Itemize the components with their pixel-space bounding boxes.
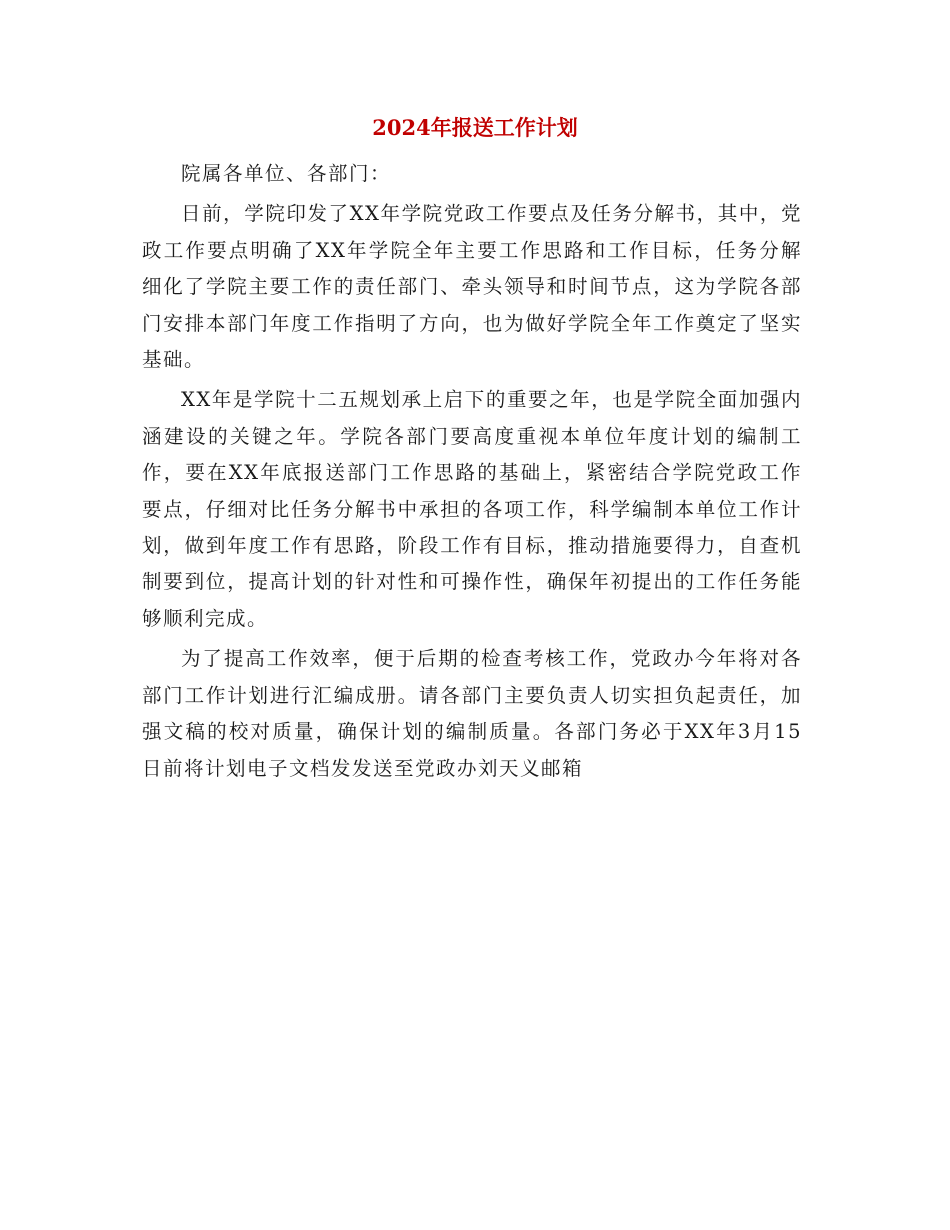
document-body xyxy=(142,156,802,787)
document-title: 2024年报送工作计划 xyxy=(372,115,578,140)
paragraph-1: 日前，学院印发了XX年学院党政工作要点及任务分解书，其中，党政工作要点明确了XX年学院全年主要工作思路和工作目标，任务分解细化了学院主要工作的责任部门、牵头领导和时间节点，这为学院各部门安排本部门年度工作指明了方向，也为做好学院全年工作奠定了坚实基础。 xyxy=(142,202,802,372)
paragraph-2: XX年是学院十二五规划承上启下的重要之年，也是学院全面加强内涵建设的关键之年。学院各部门要高度重视本单位年度计划的编制工作，要在XX年底报送部门工作思路的基础上，紧密结合学院党政工作要点，仔细对比任务分解书中承担的各项工作，科学编制本单位工作计划，做到年度工作有思路，阶段工作有目标，推动措施要得力，自查机制要到位，提高计划的针对性和可操作性，确保年初提出的工作任务能够顺利完成。 xyxy=(142,388,802,630)
paragraph-3: 为了提高工作效率，便于后期的检查考核工作，党政办今年将对各部门工作计划进行汇编成册。请各部门主要负责人切实担负起责任，加强文稿的校对质量，确保计划的编制质量。各部门务必于XX年3月15日前将计划电子文档发发送至党政办刘天义邮箱 xyxy=(142,647,802,780)
salutation: 院属各单位、各部门： xyxy=(181,162,392,185)
